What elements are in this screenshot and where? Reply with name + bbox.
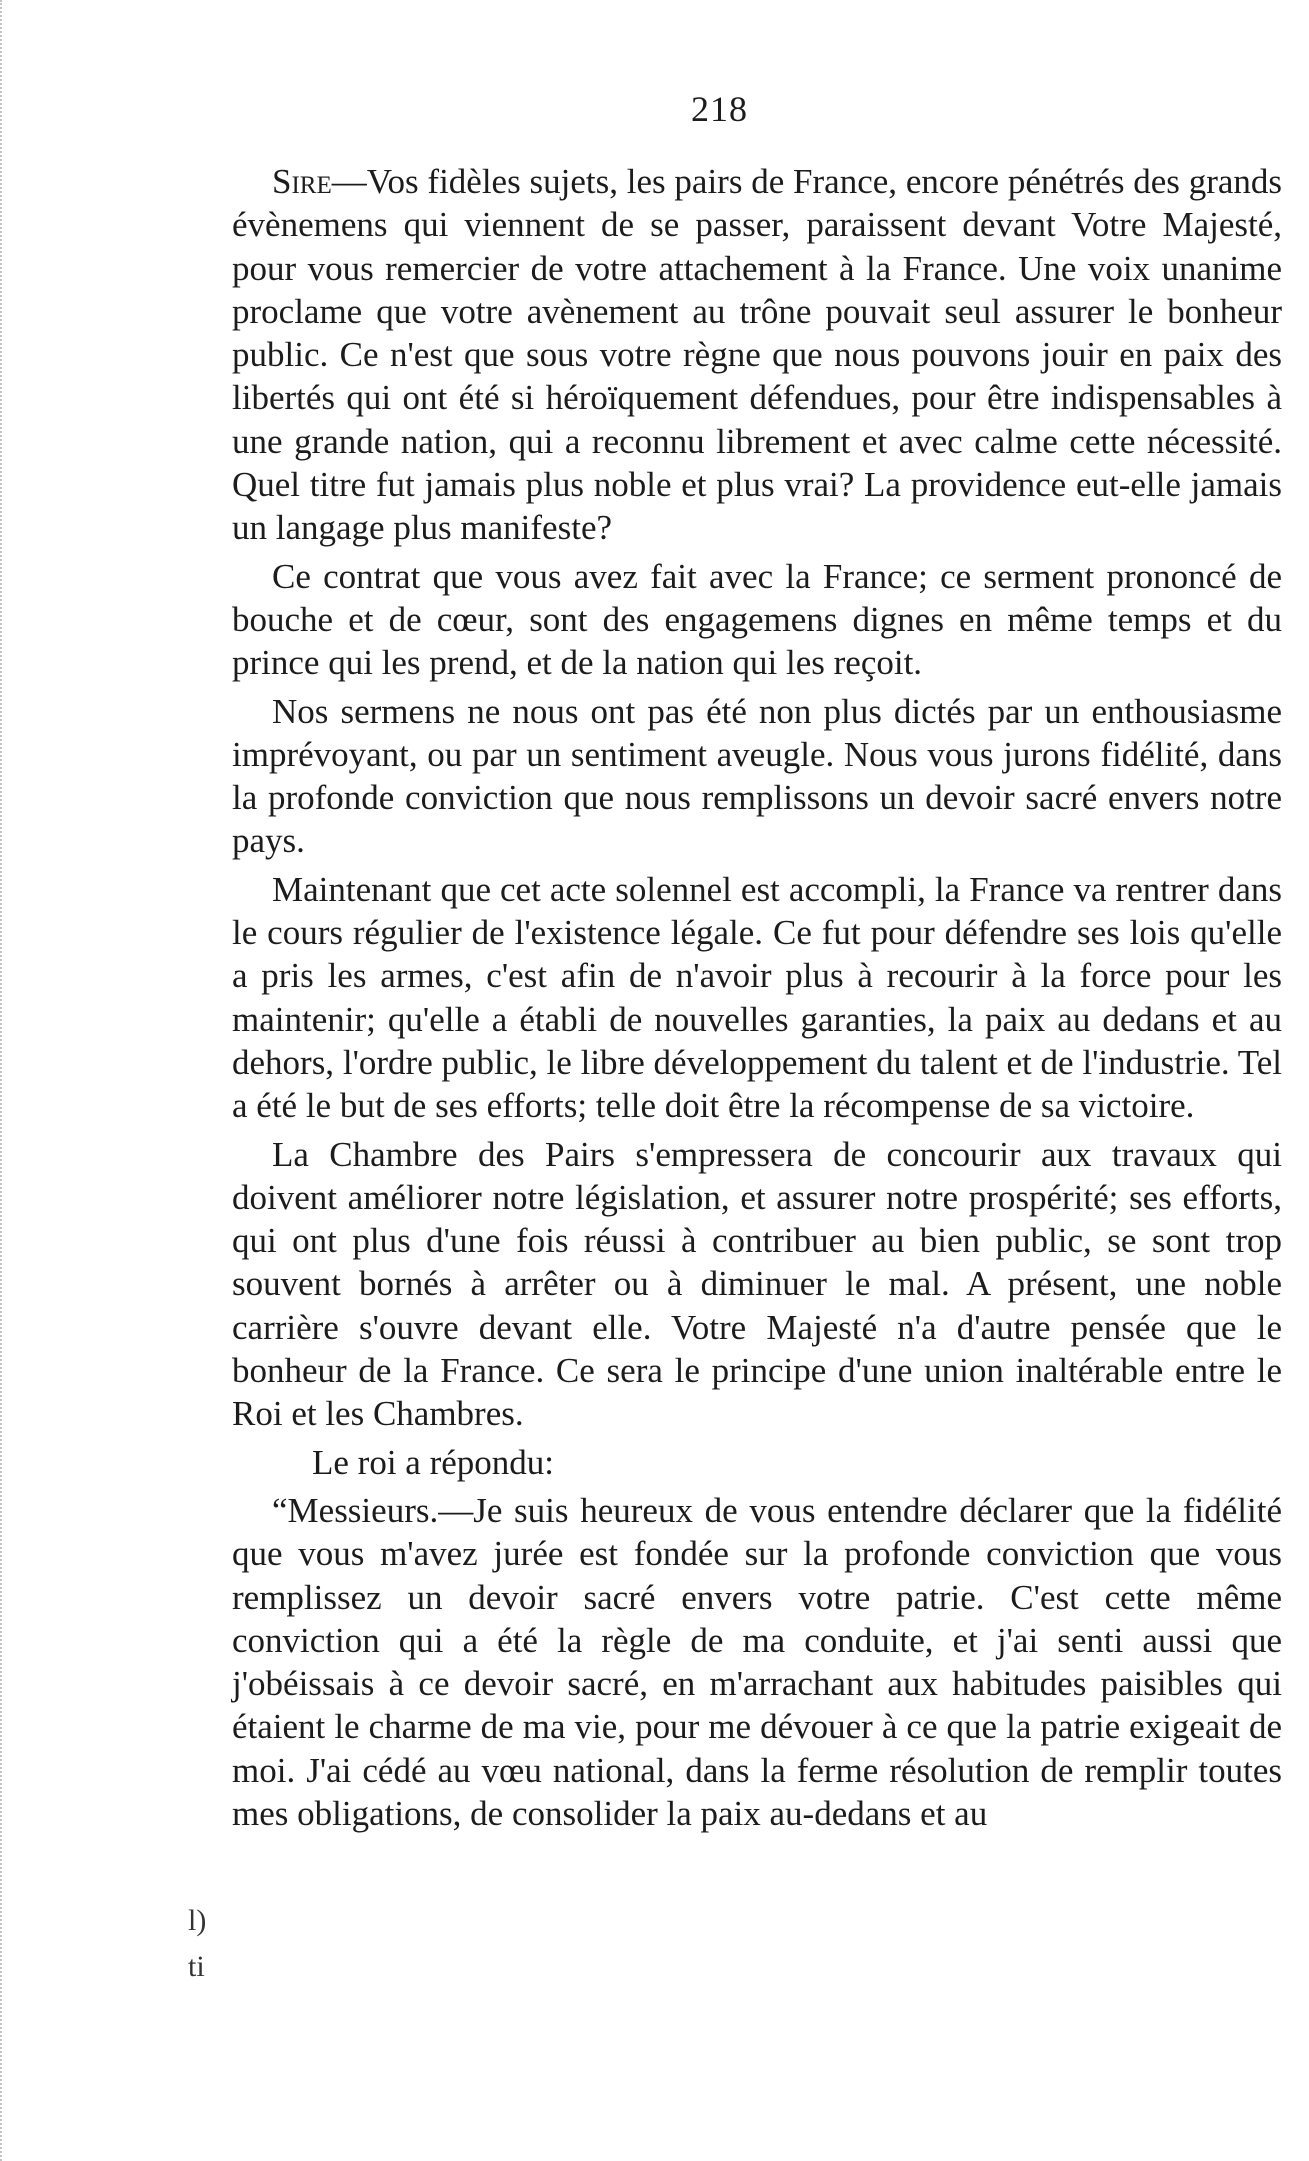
paragraph-maintenant: Maintenant que cet acte solennel est accompli, la France va rentrer dans le cours régulier de l'existence légale. Ce fut pour défendre ses lois qu'elle a pris les armes, c'est afin de n'avoir plus à recourir à la force pour les maintenir; qu'elle a établi de nouvelles garanties, la paix au dedans et au dehors, l'ordre public, le libre développement du talent et de l'industrie. Tel a été le but de ses efforts; telle doit être la récompense de sa victoire. [232, 869, 1282, 1126]
page-edge [0, 0, 12, 2161]
paragraph-messieurs: “Messieurs.—Je suis heureux de vous entendre déclarer que la fidélité que vous m'avez jurée est fondée sur la profonde conviction que vous remplissez un devoir sacré envers votre patrie. C'est cette même conviction qui a été la règle de ma conduite, et j'ai senti aussi que j'obéissais à ce devoir sacré, en m'arrachant aux habitudes paisibles qui étaient le charme de ma vie, pour me dévouer à ce que la patrie exigeait de moi. J'ai cédé au vœu national, dans la ferme résolution de remplir toutes mes obligations, de consolider la paix au-dedans et au [232, 1490, 1282, 1833]
margin-mark: ti [188, 1950, 205, 1983]
paragraph-sermens: Nos sermens ne nous ont pas été non plus dictés par un enthousiasme imprévoyant, ou par un sentiment aveugle. Nous vous jurons fidélité, dans la profonde conviction que nous remplissons un devoir sacré envers notre pays. [232, 691, 1282, 861]
margin-mark: l) [188, 1904, 207, 1937]
salutation-sire: Sire [272, 162, 332, 201]
paragraph-text: —Vos fidèles sujets, les pairs de France, encore pénétrés des grands évènemens qui viennent de se passer, paraissent devant Votre Majesté, pour vous remercier de votre attachement à la France. Une voix unanime proclame que votre avènement au trône pouvait seul assurer le bonheur public. Ce n'est que sous votre règne que nous pouvons jouir en paix des libertés qui ont été si héroïquement défendues, pour être indispensables à une grande nation, qui a reconnu librement et avec calme cette nécessité. Quel titre fut jamais plus noble et plus vrai? La providence eut-elle jamais un langage plus manifeste? [232, 162, 1282, 548]
paragraph-contrat: Ce contrat que vous avez fait avec la France; ce serment prononcé de bouche et de cœur, sont des engagemens dignes en même temps et du prince qui les prend, et de la nation qui les reçoit. [232, 556, 1282, 683]
page-number: 218 [691, 89, 748, 129]
paragraph-chambre: La Chambre des Pairs s'empressera de concourir aux travaux qui doivent améliorer notre législation, et assurer notre prospérité; ses efforts, qui ont plus d'une fois réussi à contribuer au bien public, se sont trop souvent bornés à arrêter ou à diminuer le mal. A présent, une noble carrière s'ouvre devant elle. Votre Majesté n'a d'autre pensée que le bonheur de la France. Ce sera le principe d'une union inaltérable entre le Roi et les Chambres. [232, 1134, 1282, 1434]
body-text [232, 160, 1282, 1840]
paragraph-sire [232, 160, 1282, 550]
paragraph-reponse: Le roi a répondu: [312, 1442, 554, 1482]
